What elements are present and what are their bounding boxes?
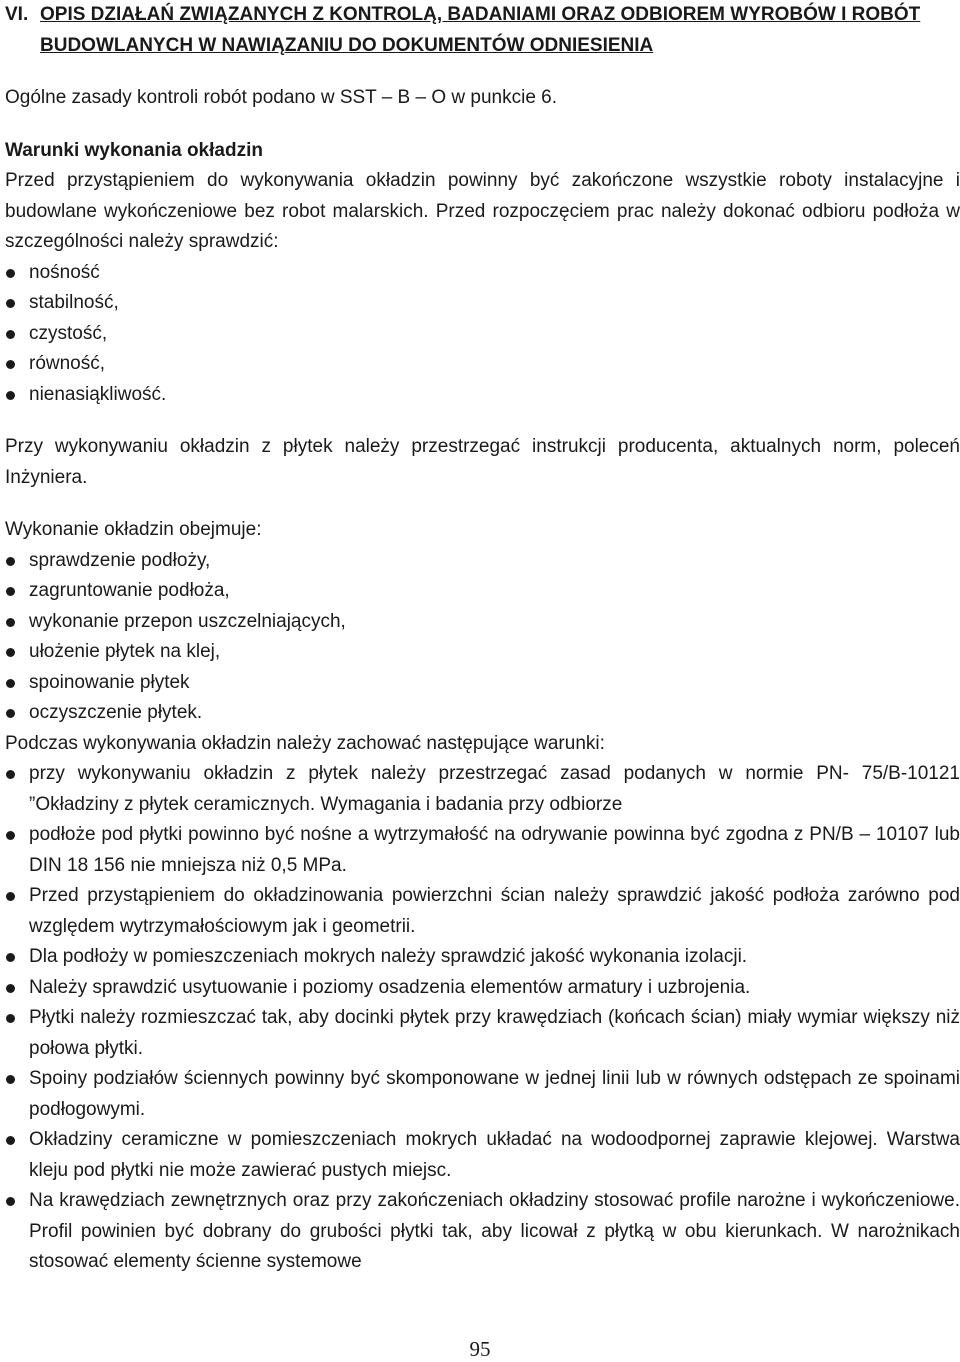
section1-title: Warunki wykonania okładzin	[5, 139, 263, 161]
list-item: Należy sprawdzić usytuowanie i poziomy osadzenia elementów armatury i uzbrojenia.	[5, 973, 960, 1004]
heading-number: VI.	[5, 4, 29, 25]
list-item: Dla podłoży w pomieszczeniach mokrych należy sprawdzić jakość wykonania izolacji.	[5, 942, 960, 973]
list-item: Okładziny ceramiczne w pomieszczeniach mokrych układać na wodoodpornej zaprawie klejowej. Warstwa kleju pod płytki nie może zawierać pustych miejsc.	[5, 1125, 960, 1186]
substrate-check-list	[5, 258, 960, 411]
list-item: ułożenie płytek na klej,	[5, 637, 960, 668]
section2-title: Wykonanie okładzin obejmuje:	[5, 519, 262, 540]
list-item: wykonanie przepon uszczelniających,	[5, 607, 960, 638]
intro-paragraph: Ogólne zasady kontroli robót podano w SST – B – O w punkcie 6.	[5, 87, 558, 108]
list-item: spoinowanie płytek	[5, 668, 960, 699]
list-item: przy wykonywaniu okładzin z płytek należy przestrzegać zasad podanych w normie PN- 75/B-10121 ”Okładziny z płytek ceramicznych. Wymagania i badania przy odbiorze	[5, 759, 960, 820]
list-item: czystość,	[5, 319, 960, 350]
section3-title: Podczas wykonywania okładzin należy zachować następujące warunki:	[5, 732, 605, 754]
instructions-paragraph: Przy wykonywaniu okładzin z płytek należy przestrzegać instrukcji producenta, aktualnych norm, poleceń Inżyniera.	[5, 436, 960, 488]
list-item: zagruntowanie podłoża,	[5, 576, 960, 607]
scope-list	[5, 546, 960, 729]
list-item: Przed przystąpieniem do okładzinowania powierzchni ścian należy sprawdzić jakość podłoża zarówno pod względem wytrzymałościowym jak i geometrii.	[5, 881, 960, 942]
list-item: równość,	[5, 349, 960, 380]
list-item: Na krawędziach zewnętrznych oraz przy zakończeniach okładziny stosować profile narożne i wykończeniowe. Profil powinien być dobrany do grubości płytki tak, aby licował z płytką w obu kierunkach. W narożnikach stosować elementy ścienne systemowe	[5, 1186, 960, 1278]
list-item: oczyszczenie płytek.	[5, 698, 960, 729]
section-heading	[5, 0, 960, 61]
list-item: stabilność,	[5, 288, 960, 319]
conditions-list	[5, 759, 960, 1278]
list-item: nośność	[5, 258, 960, 289]
section1-text: Przed przystąpieniem do wykonywania okładzin powinny być zakończone wszystkie roboty instalacyjne i budowlane wykończeniowe bez robot malarskich. Przed rozpoczęciem prac należy dokonać odbioru podłoża w szczególności należy sprawdzić:	[5, 170, 960, 252]
list-item: Spoiny podziałów ściennych powinny być skomponowane w jednej linii lub w równych odstępach ze spoinami podłogowymi.	[5, 1064, 960, 1125]
list-item: podłoże pod płytki powinno być nośne a wytrzymałość na odrywanie powinna być zgodna z PN/B – 10107 lub DIN 18 156 nie mniejsza niż 0,5 MPa.	[5, 820, 960, 881]
list-item: Płytki należy rozmieszczać tak, aby docinki płytek przy krawędziach (końcach ścian) miały wymiar większy niż połowa płytki.	[5, 1003, 960, 1064]
page-number: 95	[469, 1337, 491, 1361]
heading-title: OPIS DZIAŁAŃ ZWIĄZANYCH Z KONTROLĄ, BADANIAMI ORAZ ODBIOREM WYROBÓW I ROBÓT BUDOWLANYCH W NAWIĄZANIU DO DOKUMENTÓW ODNIESIENIA	[40, 4, 921, 56]
document-page	[5, 0, 960, 1278]
list-item: sprawdzenie podłoży,	[5, 546, 960, 577]
list-item: nienasiąkliwość.	[5, 380, 960, 411]
